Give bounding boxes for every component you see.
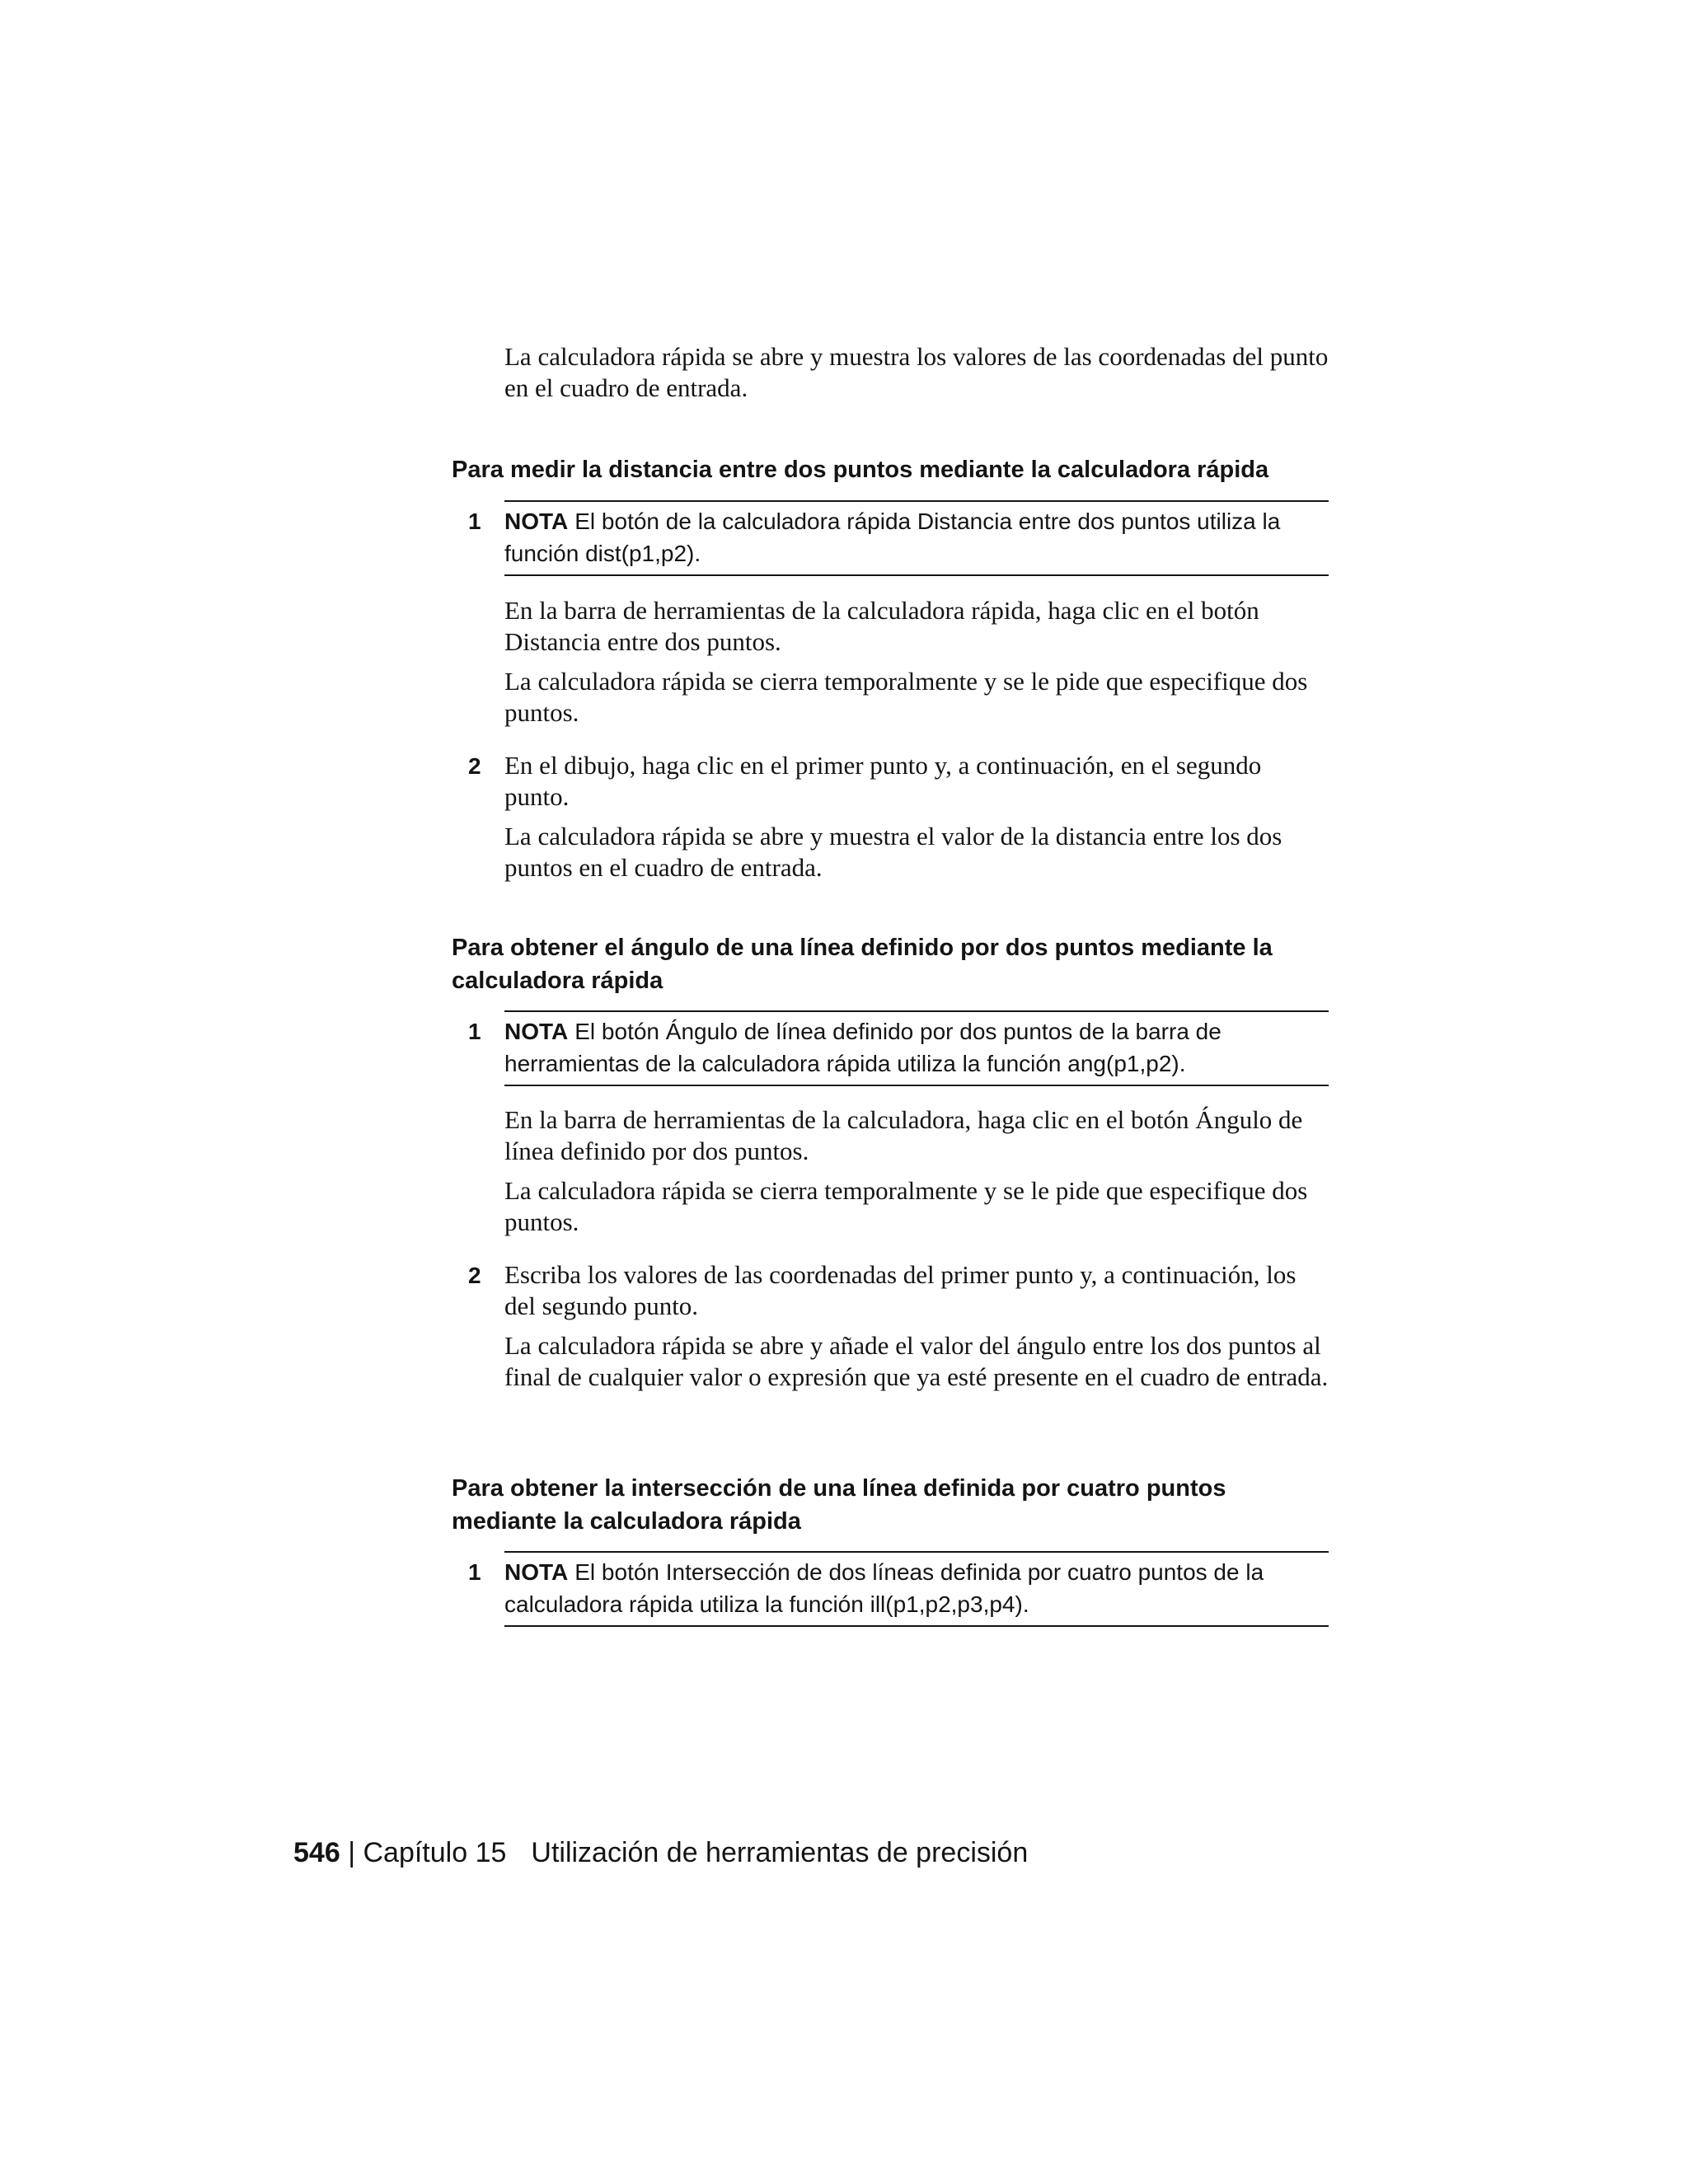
section-heading-intersection: Para obtener la intersección de una línea definida por cuatro puntos mediante la calculadora rápida [452, 1475, 1226, 1535]
step-paragraph: La calculadora rápida se cierra temporalmente y se le pide que especifique dos puntos. [504, 1176, 1308, 1236]
note-box [504, 505, 1329, 569]
page-number: 546 [293, 1837, 340, 1868]
note-box [504, 1556, 1329, 1620]
page-footer [293, 1835, 1028, 1871]
step-paragraph: La calculadora rápida se cierra temporalmente y se le pide que especifique dos puntos. [504, 667, 1308, 727]
section-heading-distance: Para medir la distancia entre dos puntos mediante la calculadora rápida [452, 457, 1269, 483]
step-paragraph: La calculadora rápida se abre y añade el valor del ángulo entre los dos puntos al final de cualquier valor o expresión que ya esté presente en el cuadro de entrada. [504, 1331, 1329, 1391]
step-number: 1 [468, 509, 481, 534]
step-number: 2 [468, 753, 481, 779]
note-rule-top [504, 1010, 1329, 1012]
note-label: NOTA [504, 1559, 569, 1585]
intro-paragraph: La calculadora rápida se abre y muestra los valores de las coordenadas del punto en el cuadro de entrada. [504, 342, 1329, 402]
note-text: El botón Intersección de dos líneas definida por cuatro puntos de la calculadora rápida utiliza la función ill(p1,p2,p3,p4). [504, 1559, 1264, 1617]
step-paragraph: La calculadora rápida se abre y muestra el valor de la distancia entre los dos puntos en el cuadro de entrada. [504, 822, 1282, 882]
step-number: 1 [468, 1559, 481, 1585]
step-paragraph: Escriba los valores de las coordenadas del primer punto y, a continuación, los del segundo punto. [504, 1260, 1296, 1320]
note-box [504, 1015, 1329, 1080]
note-rule-bottom [504, 574, 1329, 576]
note-rule-top [504, 1551, 1329, 1553]
step-number: 2 [468, 1263, 481, 1288]
note-rule-bottom [504, 1625, 1329, 1627]
note-label: NOTA [504, 1019, 569, 1044]
step-paragraph: En la barra de herramientas de la calculadora rápida, haga clic en el botón Distancia entre dos puntos. [504, 596, 1259, 656]
step-paragraph: En la barra de herramientas de la calculadora, haga clic en el botón Ángulo de línea definido por dos puntos. [504, 1105, 1303, 1165]
section-heading-angle: Para obtener el ángulo de una línea definido por dos puntos mediante la calculadora rápida [452, 935, 1273, 994]
note-rule-bottom [504, 1085, 1329, 1086]
step-paragraph: En el dibujo, haga clic en el primer punto y, a continuación, en el segundo punto. [504, 751, 1262, 811]
note-text: El botón Ángulo de línea definido por dos puntos de la barra de herramientas de la calculadora rápida utiliza la función ang(p1,p2). [504, 1019, 1221, 1076]
note-label: NOTA [504, 509, 569, 534]
step-number: 1 [468, 1019, 481, 1044]
footer-separator: | [348, 1837, 356, 1868]
chapter-title: Utilización de herramientas de precisión [531, 1837, 1029, 1868]
note-text: El botón de la calculadora rápida Distancia entre dos puntos utiliza la función dist(p1,p2). [504, 509, 1281, 566]
note-rule-top [504, 500, 1329, 502]
chapter-label: Capítulo 15 [363, 1837, 507, 1868]
